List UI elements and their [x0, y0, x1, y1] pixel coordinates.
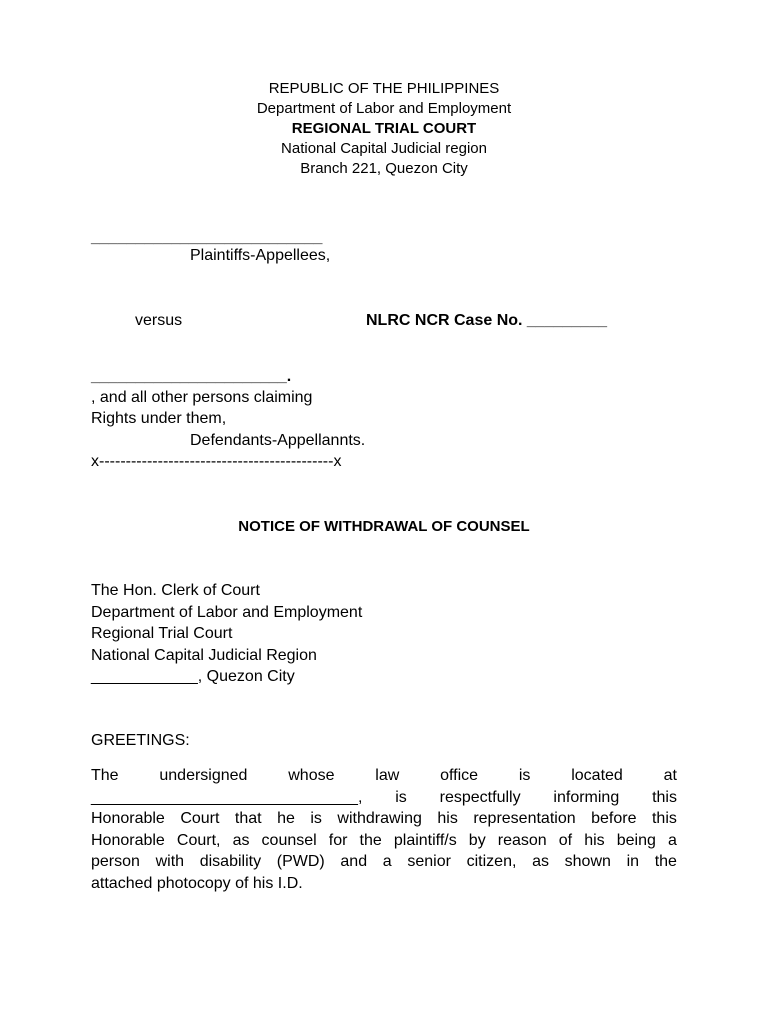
body-word: (PWD) — [276, 853, 325, 870]
header-department: Department of Labor and Employment — [256, 100, 512, 117]
body-paragraph — [91, 765, 677, 894]
body-word: representation — [473, 810, 576, 827]
body-word: a — [667, 831, 677, 849]
addressee-line-4: National Capital Judicial Region — [91, 646, 317, 664]
body-word: Court — [180, 810, 220, 827]
case-number: NLRC NCR Case No. _________ — [366, 312, 607, 329]
plaintiff-name-blank: __________________________ — [91, 229, 323, 246]
body-word: senior — [407, 853, 451, 870]
body-line-3 — [91, 808, 677, 830]
body-word: with — [155, 853, 185, 870]
body-word: citizen, — [466, 853, 517, 870]
body-word: reason — [497, 831, 547, 849]
body-word: whose — [288, 767, 335, 784]
body-line-2 — [91, 787, 677, 809]
body-word: person — [91, 853, 140, 870]
body-word: plaintiff/s — [393, 831, 457, 849]
body-word: ______________________________, — [91, 788, 363, 806]
body-word: this — [652, 788, 677, 806]
body-word: respectfully — [439, 788, 521, 806]
body-word: as — [532, 853, 549, 870]
defendant-line-2: Rights under them, — [91, 410, 227, 427]
greetings-label: GREETINGS: — [91, 732, 190, 749]
body-word: being — [616, 831, 656, 849]
body-word: and — [340, 853, 368, 870]
body-word: the — [654, 853, 677, 870]
body-word: Court, — [176, 831, 221, 849]
body-word: located — [571, 767, 623, 784]
body-word: at — [663, 767, 677, 784]
header-region: National Capital Judicial region — [281, 140, 487, 157]
caption-separator: x--------------------------------------------x — [91, 453, 342, 470]
body-word: is — [310, 810, 322, 827]
document-title: NOTICE OF WITHDRAWAL OF COUNSEL — [238, 518, 530, 535]
body-word: shown — [564, 853, 611, 870]
addressee-line-5: ____________, Quezon City — [91, 668, 295, 685]
body-word: informing — [553, 788, 620, 806]
body-word: the — [359, 831, 382, 849]
body-word: by — [468, 831, 486, 849]
defendant-role: Defendants-Appellannts. — [190, 432, 366, 449]
body-word: Honorable — [91, 810, 165, 827]
body-word: in — [626, 853, 640, 870]
addressee-line-2: Department of Labor and Employment — [91, 603, 363, 621]
body-word: is — [395, 788, 407, 806]
body-line-4 — [91, 830, 677, 852]
body-word: his — [437, 810, 458, 827]
body-word: that — [234, 810, 262, 827]
body-word: of — [558, 831, 573, 849]
header-court: REGIONAL TRIAL COURT — [291, 120, 477, 137]
body-word: Honorable — [91, 831, 165, 849]
body-word: The — [91, 767, 119, 784]
header-republic: REPUBLIC OF THE PHILIPPINES — [268, 80, 500, 97]
body-line-5 — [91, 851, 677, 873]
body-word: as — [232, 831, 250, 849]
addressee-block — [91, 580, 362, 688]
defendant-line-1: , and all other persons claiming — [91, 389, 313, 406]
header-branch: Branch 221, Quezon City — [300, 160, 468, 177]
body-word: a — [382, 853, 392, 870]
body-word: for — [328, 831, 348, 849]
plaintiff-role: Plaintiffs-Appellees, — [190, 247, 331, 264]
addressee-line-3: Regional Trial Court — [91, 625, 233, 642]
versus-label: versus — [135, 312, 183, 329]
body-word: counsel — [261, 831, 317, 849]
court-header — [0, 79, 768, 179]
body-line-1 — [91, 765, 677, 787]
body-word: undersigned — [159, 767, 248, 784]
defendant-name-blank: ______________________. — [91, 368, 292, 385]
body-word: withdrawing — [337, 810, 422, 827]
body-line-6: attached photocopy of his I.D. — [91, 874, 303, 892]
addressee-line-1: The Hon. Clerk of Court — [91, 582, 260, 599]
body-word: he — [277, 810, 295, 827]
body-word: before — [591, 810, 637, 827]
body-word: law — [375, 767, 400, 784]
body-word: is — [518, 767, 531, 784]
body-word: disability — [199, 853, 262, 870]
body-word: office — [440, 767, 479, 784]
body-word: his — [584, 831, 605, 849]
body-word: this — [651, 810, 677, 827]
